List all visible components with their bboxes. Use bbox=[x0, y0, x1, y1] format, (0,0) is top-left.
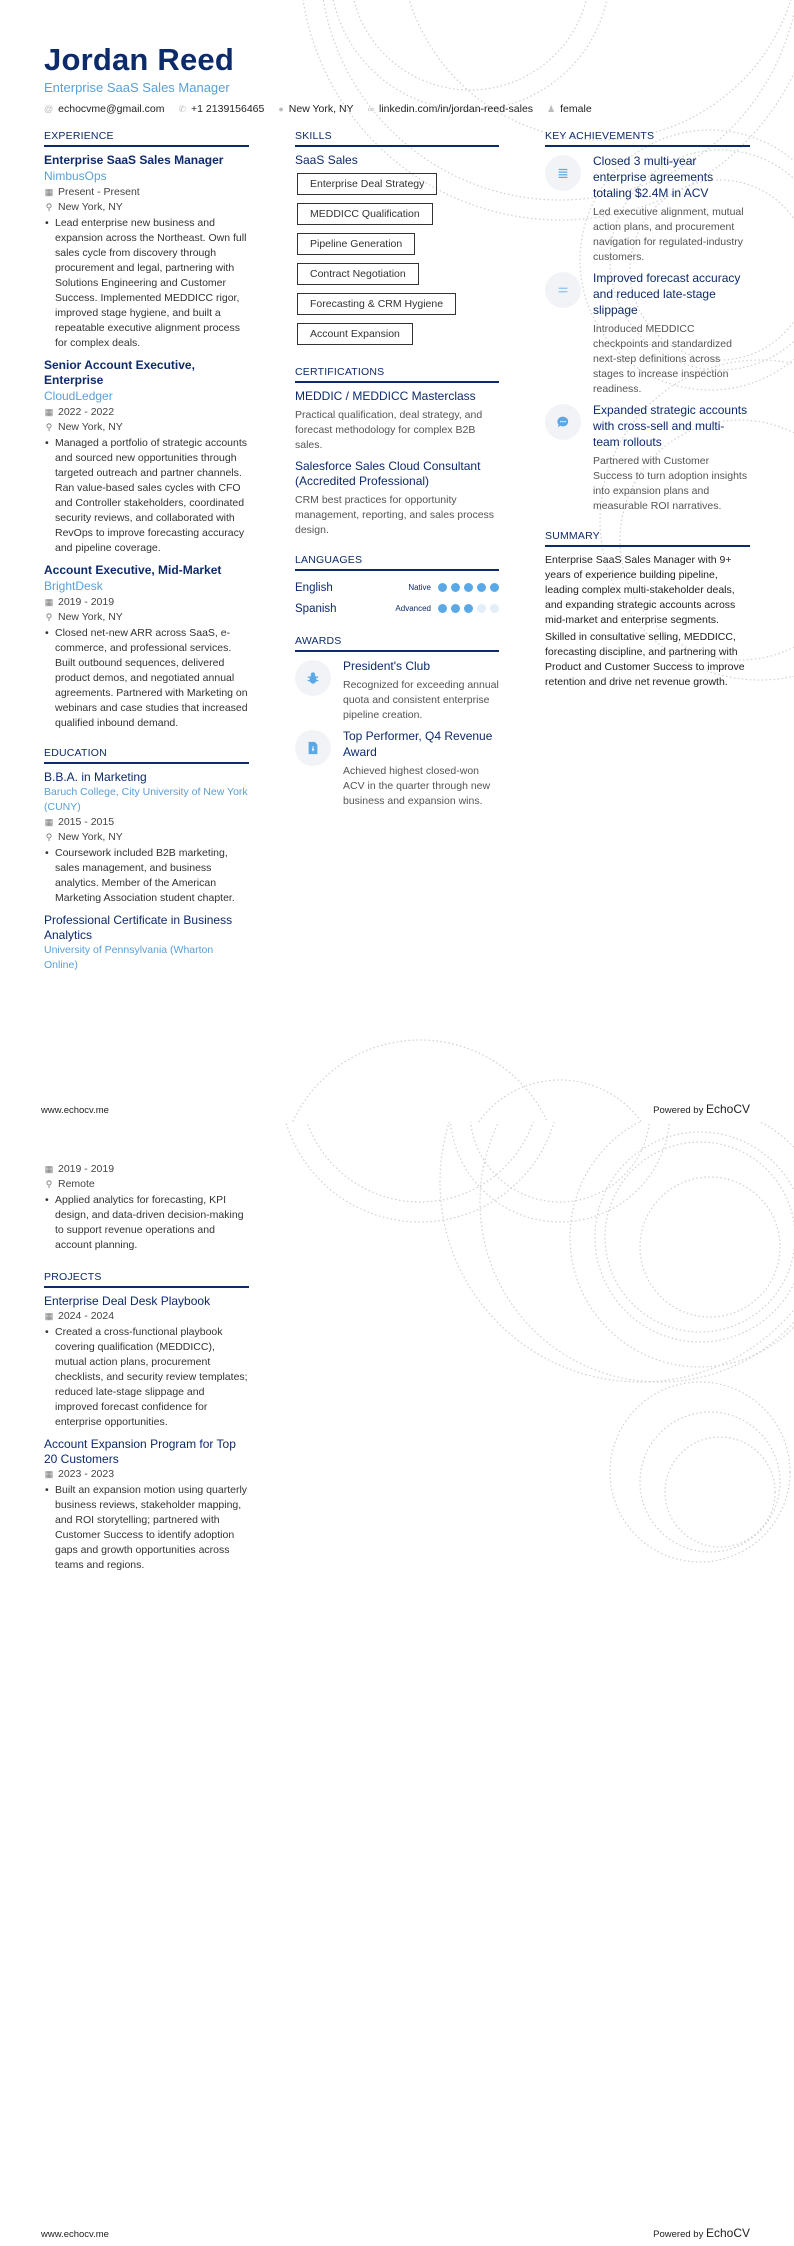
calendar-icon: ▦ bbox=[44, 597, 54, 607]
award-name: Top Performer, Q4 Revenue Award bbox=[343, 729, 493, 759]
education-entry bbox=[44, 770, 249, 906]
location-icon: ⚲ bbox=[45, 832, 53, 842]
rating-dot-filled bbox=[464, 604, 473, 613]
rating-dot-empty bbox=[477, 604, 486, 613]
footer-website-link[interactable]: www.echocv.me bbox=[41, 2229, 109, 2240]
calendar-icon: ▦ bbox=[44, 407, 54, 417]
job-location: ⚲ New York, NY bbox=[45, 201, 123, 213]
language-name: English bbox=[295, 581, 333, 594]
job-title: Senior Account Executive, Enterprise bbox=[44, 358, 195, 387]
bug-icon bbox=[306, 671, 320, 685]
project-name: Enterprise Deal Desk Playbook bbox=[44, 1294, 211, 1308]
education-dates: ▦ 2019 - 2019 bbox=[44, 1163, 115, 1175]
company-name: CloudLedger bbox=[44, 389, 113, 403]
project-dates: ▦ 2023 - 2023 bbox=[44, 1468, 115, 1480]
contact-location: ● New York, NY bbox=[278, 103, 354, 115]
education-dates: ▦ 2015 - 2015 bbox=[44, 816, 115, 828]
right-column bbox=[545, 130, 750, 706]
summary-paragraph: Skilled in consultative selling, MEDDICC, forecasting discipline, and partnering with Product and Customer Success to improve retention and drive net revenue growth. bbox=[545, 631, 745, 688]
certification-description: CRM best practices for opportunity management, reporting, and sales process design. bbox=[295, 494, 495, 536]
language-row bbox=[295, 577, 499, 598]
project-dates: ▦ 2024 - 2024 bbox=[44, 1310, 115, 1322]
calendar-icon: ▦ bbox=[44, 1469, 54, 1479]
experience-entry bbox=[44, 563, 249, 731]
job-title: Account Executive, Mid-Market bbox=[44, 563, 222, 577]
achievement-description: Introduced MEDDICC checkpoints and standardized next-step definitions across stages to increase inspection readiness. bbox=[593, 323, 732, 395]
job-location: ⚲ New York, NY bbox=[45, 421, 123, 433]
section-title-summary: SUMMARY bbox=[545, 530, 750, 547]
project-entry bbox=[44, 1294, 249, 1430]
location-icon: ⚲ bbox=[45, 202, 53, 212]
section-title-certifications: CERTIFICATIONS bbox=[295, 366, 499, 383]
job-title: Enterprise SaaS Sales Manager bbox=[44, 153, 224, 167]
achievements-section bbox=[545, 130, 750, 514]
footer-brand[interactable]: EchoCV bbox=[705, 2226, 750, 2240]
section-title-achievements: KEY ACHIEVEMENTS bbox=[545, 130, 750, 147]
education-entry bbox=[44, 913, 249, 973]
document-icon bbox=[306, 741, 320, 755]
job-dates: ▦ 2022 - 2022 bbox=[44, 406, 115, 418]
left-column bbox=[44, 130, 249, 989]
education-section bbox=[44, 747, 249, 973]
location-icon: ⚲ bbox=[45, 612, 53, 622]
job-dates: ▦ Present - Present bbox=[44, 186, 140, 198]
degree: B.B.A. in Marketing bbox=[44, 770, 147, 784]
company-name: BrightDesk bbox=[44, 579, 103, 593]
section-title-languages: LANGUAGES bbox=[295, 554, 499, 571]
section-title-skills: SKILLS bbox=[295, 130, 499, 147]
summary-section bbox=[545, 530, 750, 690]
page-footer bbox=[41, 2226, 750, 2240]
certification-description: Practical qualification, deal strategy, and forecast methodology for complex B2B sales. bbox=[295, 409, 483, 451]
rating-dot-empty bbox=[490, 604, 499, 613]
candidate-title: Enterprise SaaS Sales Manager bbox=[44, 80, 230, 95]
skills-section bbox=[295, 130, 499, 350]
person-icon: ♟ bbox=[547, 103, 556, 114]
experience-section bbox=[44, 130, 249, 731]
resume-header bbox=[44, 42, 592, 115]
contact-list bbox=[44, 103, 592, 115]
skill-chip: Pipeline Generation bbox=[297, 233, 415, 255]
calendar-icon: ▦ bbox=[44, 1311, 54, 1321]
rating-dot-filled bbox=[451, 604, 460, 613]
calendar-icon: ▦ bbox=[44, 187, 54, 197]
skill-category: SaaS Sales bbox=[295, 153, 358, 167]
language-level: Advanced bbox=[395, 604, 431, 613]
education-location: ⚲ Remote bbox=[45, 1178, 95, 1190]
project-description: • Created a cross-functional playbook covering qualification (MEDDICC), mutual action plans, procurement checklists, and security review templates; reduced late-stage slippage and improved forecast confidence for enterprise opportunities. bbox=[44, 1325, 249, 1430]
rating-dot-filled bbox=[477, 583, 486, 592]
project-entry bbox=[44, 1437, 249, 1573]
degree: Professional Certificate in Business Analytics bbox=[44, 913, 233, 942]
experience-entry bbox=[44, 153, 249, 351]
footer-powered-by: Powered by EchoCV bbox=[653, 2226, 750, 2240]
skill-chip: Account Expansion bbox=[297, 323, 413, 345]
award-item bbox=[295, 658, 499, 723]
job-description: • Lead enterprise new business and expansion across the Northeast. Own full sales cycle from discovery through procurement and legal, partnering with Solutions Engineering and Customer Success. Implemented MEDDICC rigor, improved stage hygiene, and built a repeatable executive alignment process for complex deals. bbox=[44, 216, 249, 351]
job-description: • Managed a portfolio of strategic accounts and sourced new opportunities through targeted outreach and partner channels. Ran value-based sales cycles with CFO and Controller stakeholders, coordinated security reviews, and collaborated with RevOps to improve forecasting accuracy and pipeline coverage. bbox=[44, 436, 249, 556]
job-location: ⚲ New York, NY bbox=[45, 611, 123, 623]
certifications-section bbox=[295, 366, 499, 538]
job-description: • Closed net-new ARR across SaaS, e-commerce, and professional services. Built outbound sequences, delivered product demos, and negotiated annual agreements. Partnered with Marketing on webinars and case studies that increased qualified inbound demand. bbox=[44, 626, 249, 731]
education-location: ⚲ New York, NY bbox=[45, 831, 123, 843]
contact-phone[interactable]: ✆ +1 2139156465 bbox=[178, 103, 265, 115]
calendar-icon: ▦ bbox=[44, 817, 54, 827]
contact-linkedin[interactable]: ∞ linkedin.com/in/jordan-reed-sales bbox=[367, 103, 534, 115]
resume-page-1 bbox=[0, 0, 794, 1122]
middle-column bbox=[295, 130, 499, 825]
rating-dot-filled bbox=[464, 583, 473, 592]
equals-icon bbox=[556, 283, 570, 297]
project-description: • Built an expansion motion using quarterly business reviews, stakeholder mapping, and ROI storytelling; partnered with Customer Success to identify adoption gaps and growth opportunities across teams and regions. bbox=[44, 1483, 249, 1573]
footer-brand[interactable]: EchoCV bbox=[705, 1102, 750, 1116]
award-description: Recognized for exceeding annual quota and consistent enterprise pipeline creation. bbox=[343, 679, 499, 721]
rating-dot-filled bbox=[451, 583, 460, 592]
phone-icon: ✆ bbox=[178, 103, 187, 114]
company-name: NimbusOps bbox=[44, 169, 107, 183]
section-title-experience: EXPERIENCE bbox=[44, 130, 249, 147]
rating-dot-filled bbox=[438, 604, 447, 613]
award-item bbox=[295, 728, 499, 809]
list-icon bbox=[556, 166, 570, 180]
location-icon: ● bbox=[278, 104, 284, 114]
achievement-item bbox=[545, 153, 750, 265]
section-title-education: EDUCATION bbox=[44, 747, 249, 764]
achievement-title: Closed 3 multi-year enterprise agreements totaling $2.4M in ACV bbox=[593, 154, 714, 200]
section-title-awards: AWARDS bbox=[295, 635, 499, 652]
skill-list bbox=[295, 170, 499, 350]
footer-powered-by: Powered by EchoCV bbox=[653, 1102, 750, 1116]
languages-section bbox=[295, 554, 499, 619]
education-description: • Coursework included B2B marketing, sales management, and business analytics. Member of the American Marketing Association student chapter. bbox=[44, 846, 249, 906]
resume-page-2 bbox=[0, 1122, 794, 2246]
link-icon: ∞ bbox=[367, 104, 374, 114]
chat-icon bbox=[556, 415, 570, 429]
achievement-description: Led executive alignment, mutual action plans, and procurement navigation for regulated-industry customers. bbox=[593, 206, 744, 263]
rating-dot-filled bbox=[438, 583, 447, 592]
certification-name: Salesforce Sales Cloud Consultant (Accredited Professional) bbox=[295, 459, 481, 488]
footer-website-link[interactable]: www.echocv.me bbox=[41, 1105, 109, 1116]
certification-name: MEDDIC / MEDDICC Masterclass bbox=[295, 389, 476, 403]
experience-entry bbox=[44, 358, 249, 556]
skill-chip: MEDDICC Qualification bbox=[297, 203, 433, 225]
summary-paragraph: Enterprise SaaS Sales Manager with 9+ years of experience building pipeline, leading complex multi-stakeholder deals, and expanding strategic accounts across mid-market and enterprise segments. bbox=[545, 554, 736, 626]
contact-gender: ♟ female bbox=[547, 103, 592, 115]
calendar-icon: ▦ bbox=[44, 1164, 54, 1174]
awards-section bbox=[295, 635, 499, 809]
skill-chip: Enterprise Deal Strategy bbox=[297, 173, 437, 195]
skill-chip: Forecasting & CRM Hygiene bbox=[297, 293, 456, 315]
achievement-item bbox=[545, 402, 750, 514]
email-icon: @ bbox=[44, 104, 54, 114]
achievement-description: Partnered with Customer Success to turn adoption insights into expansion plans and measurable ROI narratives. bbox=[593, 455, 748, 512]
candidate-name: Jordan Reed bbox=[44, 42, 234, 77]
language-level: Native bbox=[408, 583, 431, 592]
projects-section bbox=[44, 1271, 249, 1573]
education-description: • Applied analytics for forecasting, KPI design, and data-driven decision-making to support revenue operations and account planning. bbox=[44, 1193, 249, 1253]
achievement-title: Improved forecast accuracy and reduced late-stage slippage bbox=[593, 271, 741, 317]
award-description: Achieved highest closed-won ACV in the quarter through new business and expansion wins. bbox=[343, 765, 491, 807]
school-name: Baruch College, City University of New York (CUNY) bbox=[44, 786, 248, 813]
language-name: Spanish bbox=[295, 602, 337, 615]
language-row bbox=[295, 598, 499, 619]
school-name: University of Pennsylvania (Wharton Online) bbox=[44, 944, 214, 971]
achievement-title: Expanded strategic accounts with cross-sell and multi-team rollouts bbox=[593, 403, 748, 449]
project-name: Account Expansion Program for Top 20 Customers bbox=[44, 1437, 236, 1466]
achievement-item bbox=[545, 270, 750, 397]
page-footer bbox=[41, 1102, 750, 1116]
contact-email[interactable]: @ echocvme@gmail.com bbox=[44, 103, 165, 115]
education-entry-continued bbox=[44, 1162, 249, 1253]
skill-chip: Contract Negotiation bbox=[297, 263, 419, 285]
left-column-continued bbox=[44, 1162, 249, 1589]
location-icon: ⚲ bbox=[45, 422, 53, 432]
rating-dot-filled bbox=[490, 583, 499, 592]
award-name: President's Club bbox=[343, 659, 430, 673]
section-title-projects: PROJECTS bbox=[44, 1271, 249, 1288]
location-icon: ⚲ bbox=[45, 1179, 53, 1189]
job-dates: ▦ 2019 - 2019 bbox=[44, 596, 115, 608]
